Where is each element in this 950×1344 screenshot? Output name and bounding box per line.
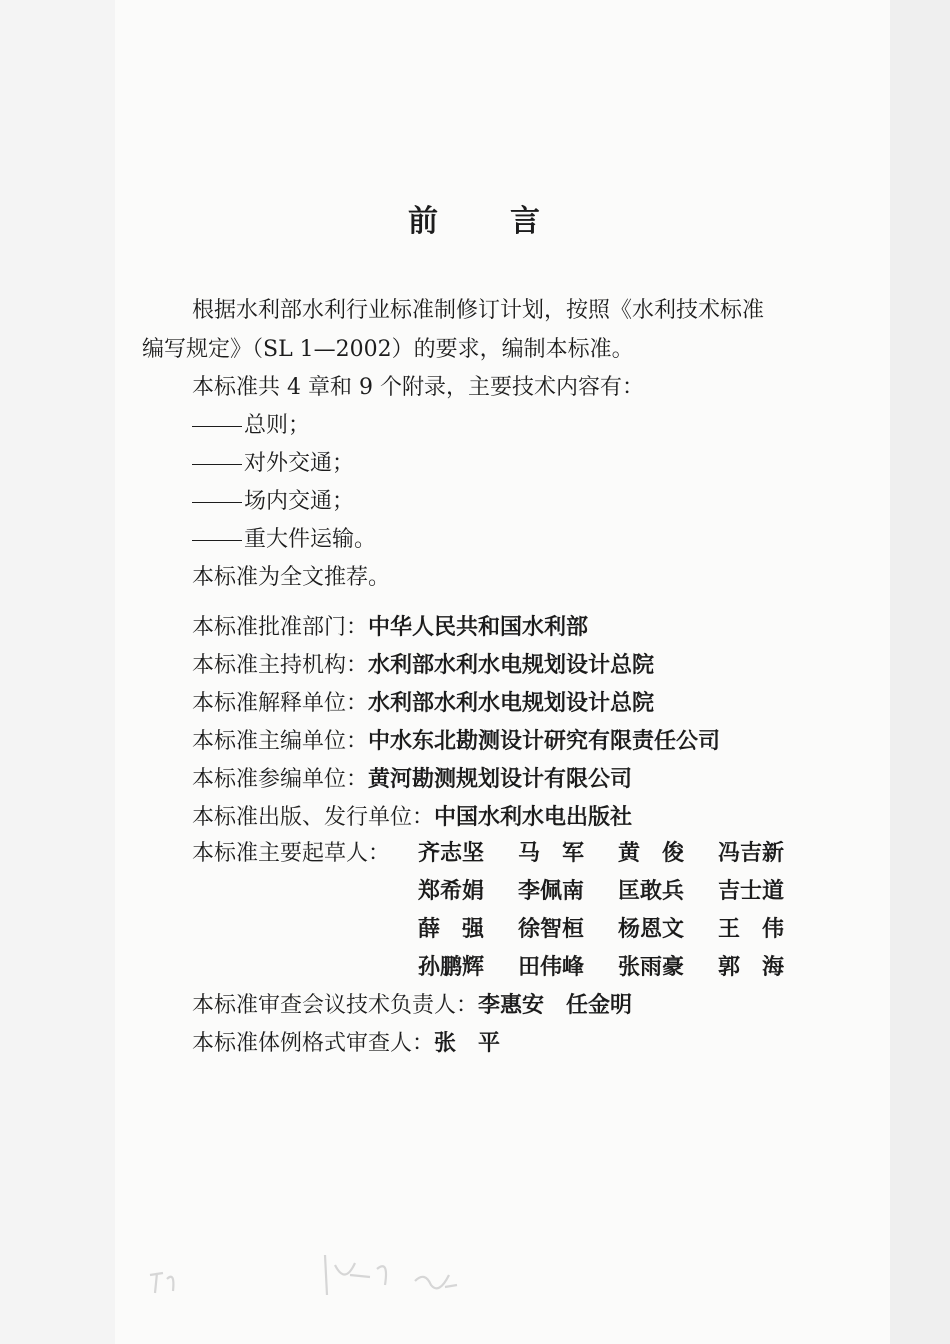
- drafters-label: 本标准主要起草人：: [192, 841, 391, 866]
- drafter-name: 郑希娟: [418, 879, 485, 904]
- info-row-publisher: 本标准出版、发行单位：中国水利水电出版社: [192, 805, 633, 830]
- intro-line-3: 本标准共 4 章和 9 个附录，主要技术内容有：: [192, 375, 644, 400]
- title-char-1: 前: [408, 204, 440, 239]
- drafter-row: [418, 878, 818, 916]
- info-row-chief-editor: 本标准主编单位：中水东北勘测设计研究有限责任公司: [192, 729, 721, 754]
- page-title: [0, 196, 950, 240]
- drafter-name: 吉士道: [718, 879, 785, 904]
- drafter-name: 冯吉新: [718, 841, 785, 866]
- drafter-name: 田伟峰: [518, 955, 585, 980]
- drafter-name: 孙鹏辉: [418, 955, 485, 980]
- drafter-name: 齐志坚: [418, 841, 485, 866]
- drafter-name: 杨恩文: [618, 917, 685, 942]
- drafter-name: 黄 俊: [618, 841, 685, 866]
- info-row-participant: 本标准参编单位：黄河勘测规划设计有限公司: [192, 767, 633, 792]
- drafter-row: [418, 840, 818, 878]
- title-char-2: 言: [510, 204, 542, 239]
- drafter-name: 郭 海: [718, 955, 785, 980]
- info-row-approval: 本标准批准部门：中华人民共和国水利部: [192, 615, 589, 640]
- drafter-name: 匡敢兵: [618, 879, 685, 904]
- drafter-name: 王 伟: [718, 917, 785, 942]
- drafter-name: 马 军: [518, 841, 585, 866]
- content-item: 场内交通；: [192, 488, 354, 516]
- info-row-interpretation: 本标准解释单位：水利部水利水电规划设计总院: [192, 691, 655, 716]
- drafter-name: 薛 强: [418, 917, 485, 942]
- intro-line-1: 根据水利部水利行业标准制修订计划，按照《水利技术标准: [192, 298, 765, 323]
- drafter-row: [418, 954, 818, 992]
- info-row-host: 本标准主持机构：水利部水利水电规划设计总院: [192, 653, 655, 678]
- drafter-row: [418, 916, 818, 954]
- handwritten-signature: [145, 1245, 465, 1305]
- drafter-name: 徐智桓: [518, 917, 585, 942]
- recommendation-text: 本标准为全文推荐。: [192, 565, 391, 590]
- content-item: 重大件运输。: [192, 526, 376, 554]
- format-review-row: 本标准体例格式审查人：张 平: [192, 1031, 501, 1056]
- drafter-name: 张雨豪: [618, 955, 685, 980]
- review-lead-row: 本标准审查会议技术负责人：李惠安 任金明: [192, 993, 633, 1018]
- intro-line-2: 编写规定》（SL 1—2002）的要求，编制本标准。: [142, 337, 634, 362]
- drafter-name: 李佩南: [518, 879, 585, 904]
- content-item: 对外交通；: [192, 450, 354, 478]
- content-item: 总则；: [192, 412, 310, 440]
- drafters-grid: [418, 840, 818, 992]
